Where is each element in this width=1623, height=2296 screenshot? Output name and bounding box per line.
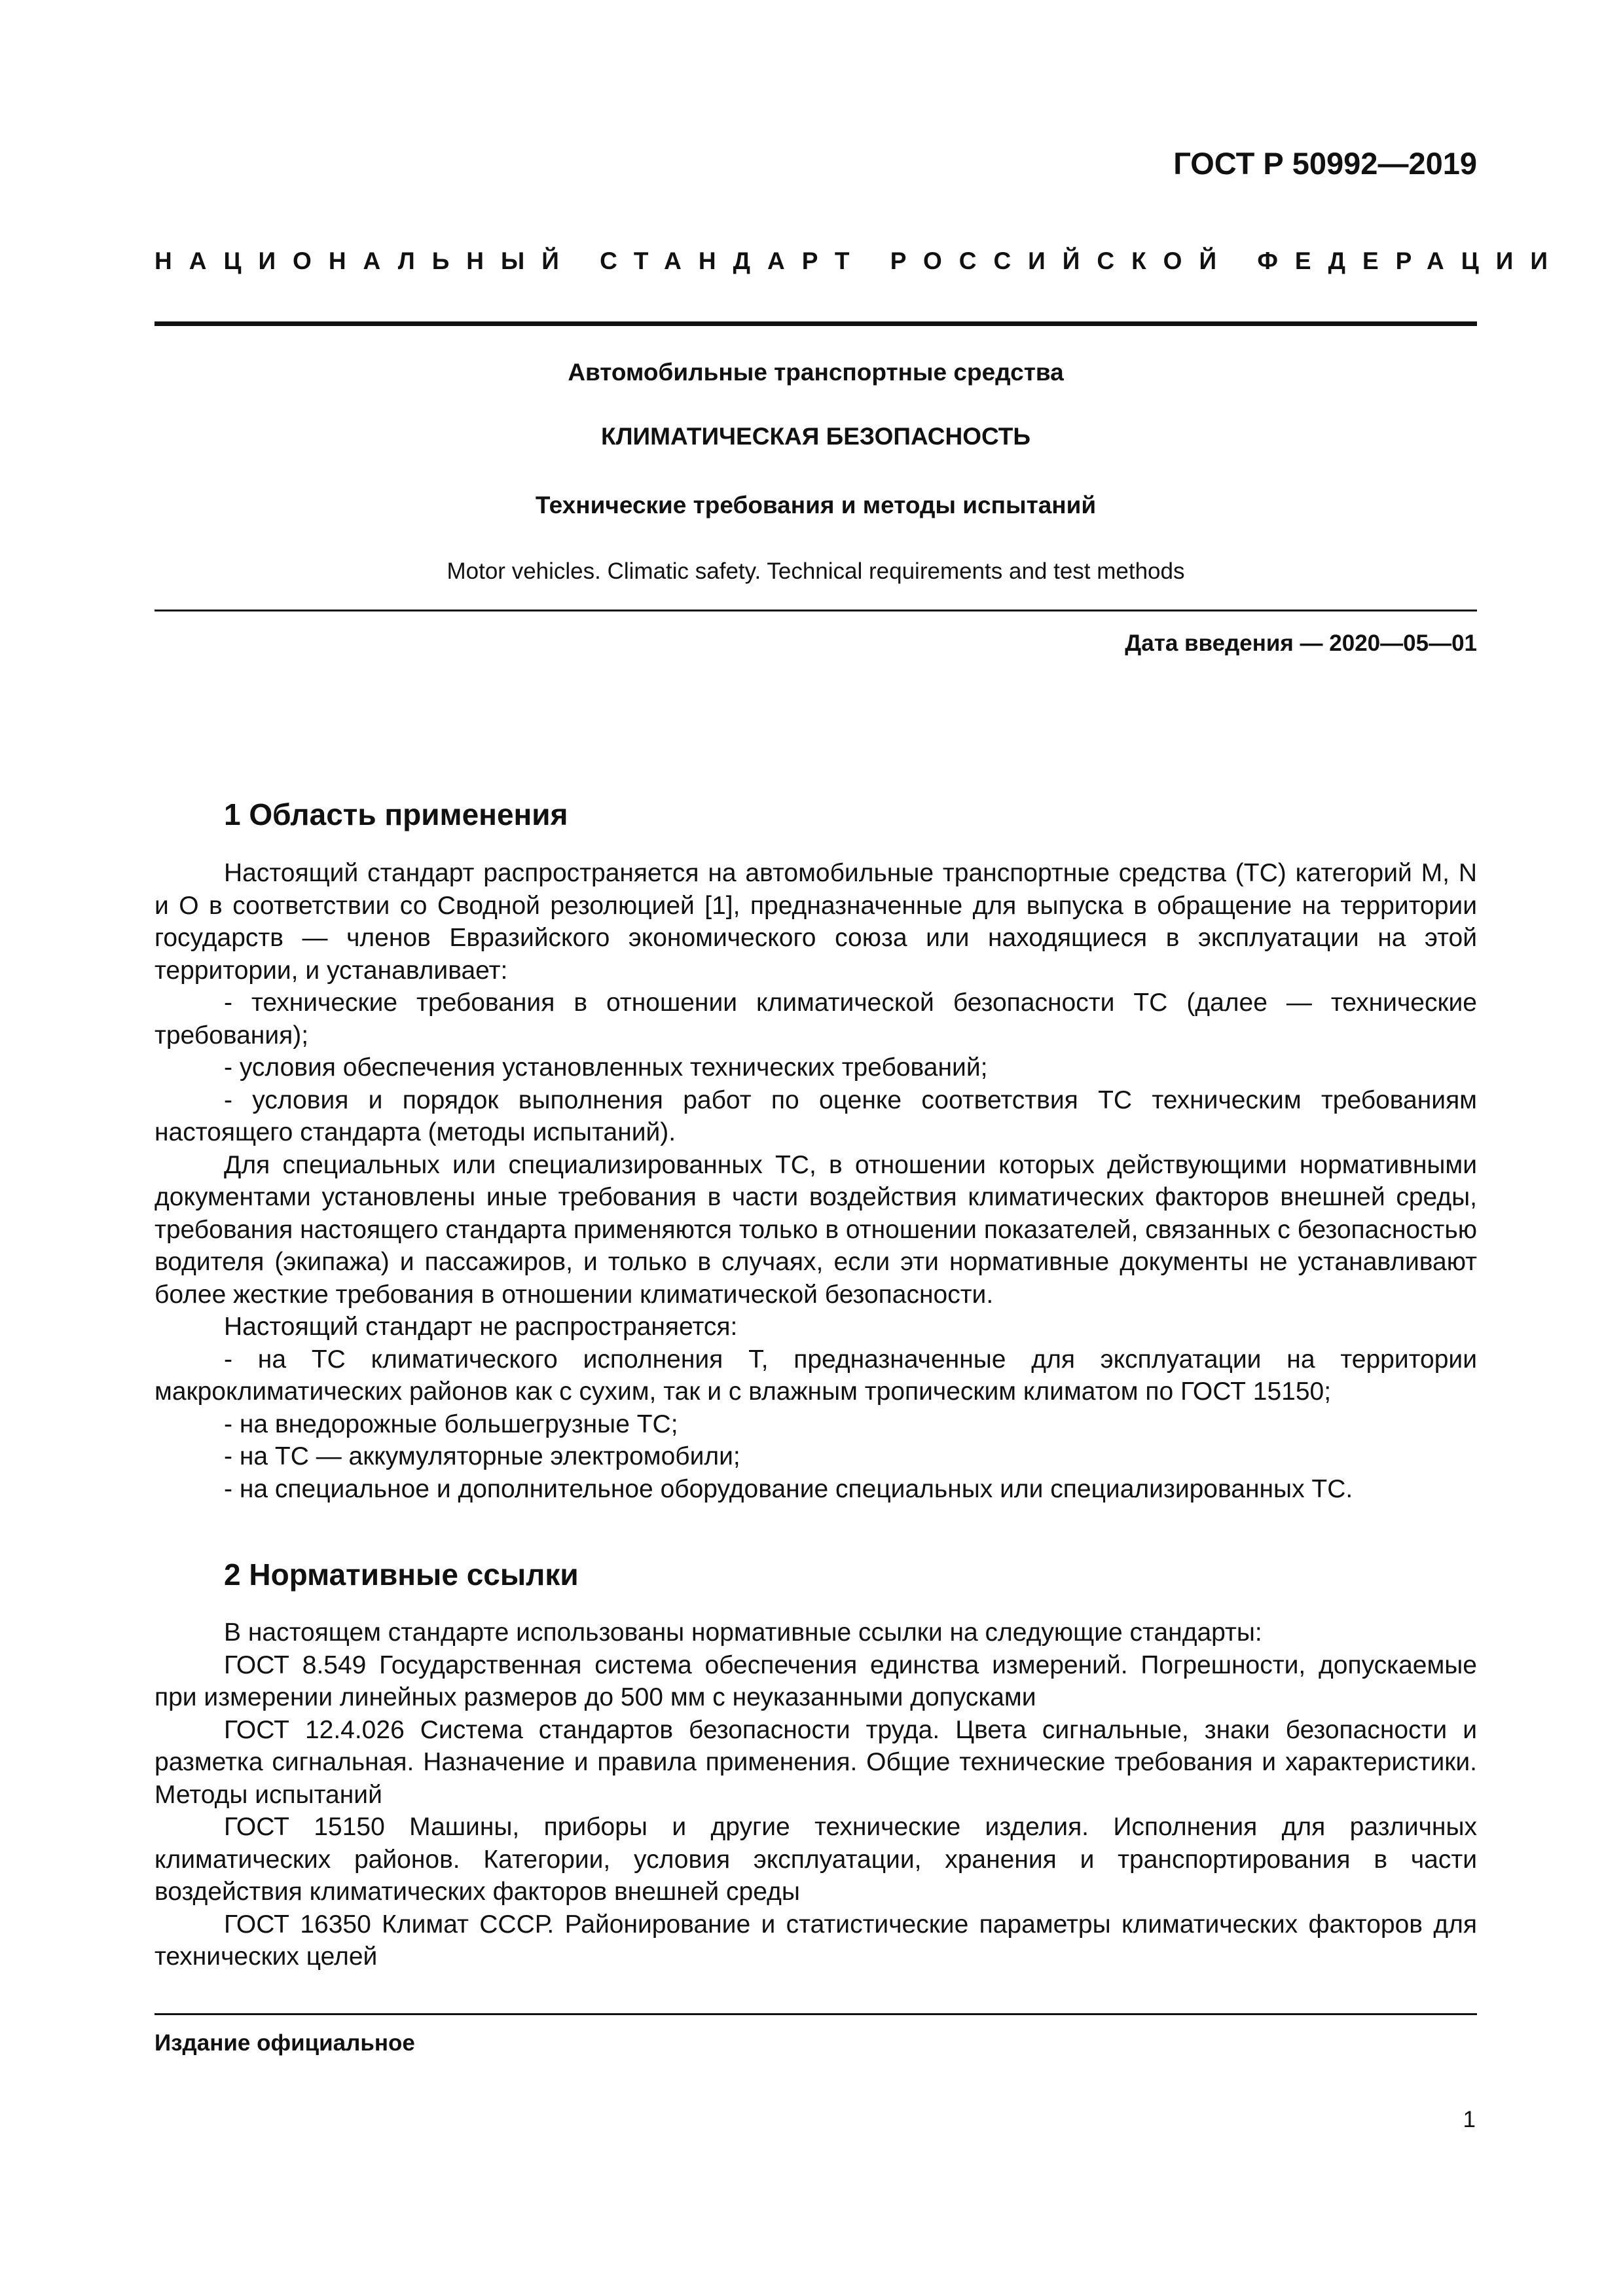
document-number: ГОСТ Р 50992—2019 xyxy=(1173,146,1477,181)
list-item: - на ТС — аккумуляторные электромобили; xyxy=(224,1442,740,1470)
reference-item: ГОСТ 16350 Климат СССР. Районирование и статистические параметры климатических факторов для технических целей xyxy=(155,1910,1477,1971)
official-edition-label: Издание официальное xyxy=(155,2030,415,2056)
english-title: Motor vehicles. Climatic safety. Technical requirements and test methods xyxy=(447,558,1185,584)
section-1-heading: 1 Область применения xyxy=(224,797,568,831)
effective-date: Дата введения — 2020—05—01 xyxy=(1125,630,1477,656)
header-divider xyxy=(155,321,1477,326)
list-item: - на внедорожные большегрузные ТС; xyxy=(224,1410,678,1438)
section-2-heading: 2 Нормативные ссылки xyxy=(224,1558,579,1592)
standard-banner: НАЦИОНАЛЬНЫЙ СТАНДАРТ РОССИЙСКОЙ ФЕДЕРАЦИИ xyxy=(155,247,1565,274)
title-divider xyxy=(155,610,1477,611)
list-item: - условия и порядок выполнения работ по оценке соответствия ТС техническим требованиям настоящего стандарта (методы испытаний). xyxy=(155,1085,1477,1146)
paragraph: Настоящий стандарт не распространяется: xyxy=(224,1313,738,1341)
title-line-2: КЛИМАТИЧЕСКАЯ БЕЗОПАСНОСТЬ xyxy=(601,423,1030,450)
list-item: - на ТС климатического исполнения Т, предназначенные для эксплуатации на территории макроклиматических районов как с сухим, так и с влажным тропическим климатом по ГОСТ 15150; xyxy=(155,1345,1477,1406)
reference-item: ГОСТ 12.4.026 Система стандартов безопасности труда. Цвета сигнальные, знаки безопасности и разметка сигнальная. Назначение и правила применения. Общие технические требования и характеристики. Методы испытаний xyxy=(155,1715,1477,1809)
footer-divider xyxy=(155,2013,1477,2015)
section-1-body xyxy=(155,857,1477,1505)
paragraph: В настоящем стандарте использованы нормативные ссылки на следующие стандарты: xyxy=(224,1618,1262,1647)
list-item: - условия обеспечения установленных технических требований; xyxy=(224,1053,988,1082)
section-2-body xyxy=(155,1616,1477,1973)
page-number: 1 xyxy=(1463,2107,1476,2132)
list-item: - технические требования в отношении климатической безопасности ТС (далее — технические требования); xyxy=(155,989,1477,1049)
title-line-1: Автомобильные транспортные средства xyxy=(568,359,1064,386)
paragraph: Для специальных или специализированных ТС, в отношении которых действующими нормативными документами установлены иные требования в части воздействия климатических факторов внешней среды, требования настоящего стандарта применяются только в отношении показателей, связанных с безопасностью водителя (экипажа) и пассажиров, и только в случаях, если эти нормативные документы не устанавливают более жесткие требования в отношении климатической безопасности. xyxy=(155,1150,1477,1309)
title-line-3: Технические требования и методы испытаний xyxy=(535,492,1097,519)
reference-item: ГОСТ 8.549 Государственная система обеспечения единства измерений. Погрешности, допускаемые при измерении линейных размеров до 500 мм с неуказанными допусками xyxy=(155,1650,1477,1711)
list-item: - на специальное и дополнительное оборудование специальных или специализированных ТС. xyxy=(224,1474,1353,1503)
paragraph: Настоящий стандарт распространяется на автомобильные транспортные средства (ТС) категорий M, N и O в соответствии со Сводной резолюцией [1], предназначенные для выпуска в обращение на территории государств — членов Евразийского экономического союза или находящиеся в эксплуатации на этой территории, и устанавливает: xyxy=(155,859,1477,985)
reference-item: ГОСТ 15150 Машины, приборы и другие технические изделия. Исполнения для различных климатических районов. Категории, условия эксплуатации, хранения и транспортирования в части воздействия климатических факторов внешней среды xyxy=(155,1813,1477,1906)
